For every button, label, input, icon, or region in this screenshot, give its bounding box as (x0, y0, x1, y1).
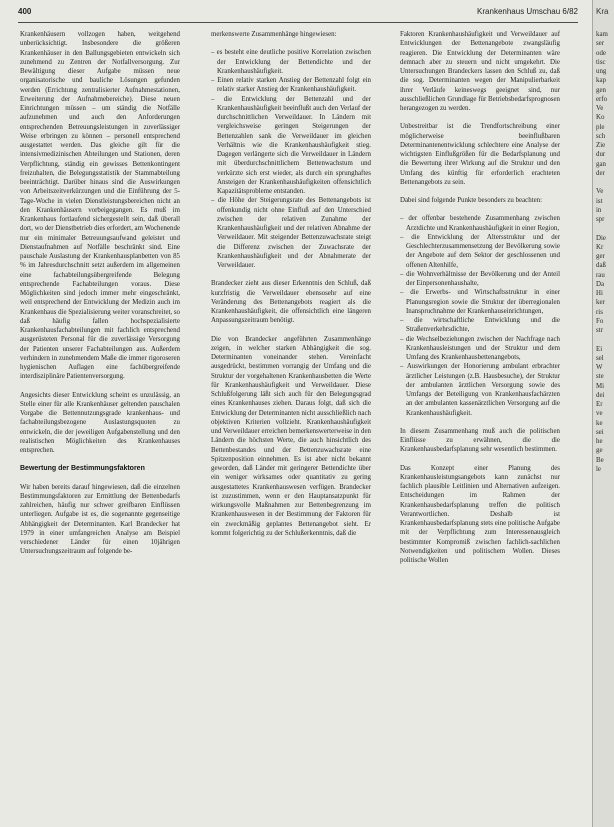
next-page-edge (592, 0, 614, 827)
next-page-text-fragments (596, 30, 608, 474)
edge-line-fragment: spr (596, 216, 605, 223)
edge-line-fragment: Ei (596, 345, 603, 353)
edge-line-fragment: ris (596, 308, 603, 316)
list-item: – Einen relativ starken Anstieg der Bettenzahl folgt ein relativ starker Anstieg der Krankenhaushäufigkeit. (211, 76, 371, 95)
edge-line-fragment: ist (596, 197, 603, 205)
edge-line-fragment: tisc (596, 58, 606, 66)
list-item: – die Entwicklung der Altersstruktur und der Geschlechterzusammensetzung der Bevölkerung sowie der Angebote auf dem Sektor der geschlossenen und offenen Altenhilfe, (400, 233, 560, 270)
edge-line-fragment: Er (596, 401, 603, 408)
edge-line-fragment: Mi (596, 382, 605, 390)
paragraph: Das Konzept einer Planung des Krankenhausleistungsangebots kann zunächst nur fachlich plausible Leitlinien und Alternativen aufzeigen. Entscheidungen im Rahmen der Krankenhausbedarfsplanung treffen die politisch Verantwortlichen. Deshalb ist Krankenhausbedarfsplanung stets eine politische Aufgabe mit der Verpflichtung zum Interessenausgleich bestimmter Kompromiß zwischen fachlich-sachlichen Notwendigkeiten und politischem Wollen. Dieses politische Wollen (400, 464, 560, 564)
list-item: – die wirtschaftliche Entwicklung und die Straßenverkehrsdichte, (400, 316, 560, 335)
list-item: – die Wechselbeziehungen zwischen der Nachfrage nach Krankenhausleistungen und der Struktur und dem Umfang des Krankenhausbettenangebots, (400, 335, 560, 363)
edge-line-fragment: rau (596, 271, 605, 279)
text-column-2 (211, 30, 371, 820)
list-item: – Auswirkungen der Honorierung ambulant erbrachter ärztlicher Leistungen (z.B. Hausbesuche), der Struktur der ambulanten ärztlichen Versorgung sowie des Umfangs der Beteiligung von Krankenhausfachärzten an der ambulanten kassenärztlichen Versorgung auf die Krankenhaushäufigkeit. (400, 362, 560, 418)
list-item: – die Entwicklung der Bettenzahl und der Krankenhaushäufigkeit beeinflußt auch den Verlauf der durchschnittlichen Verweildauer. In Ländern mit vergleichsweise geringen Steigerungen der Bettenzahlen sank die Verweildauer im gleichen Verhältnis wie die Krankenhaushäufigkeit stieg. Dagegen verlängerte sich die Verweildauer in Ländern mit überdurchschnittlichem Bettenwachstum und verkürzte sich erst wieder, als durch ein sprunghaftes Ansteigen der Krankenhaushäufigkeiten offensichtlich Kapazitätsprobleme entstanden. (211, 95, 371, 197)
edge-line-fragment: Ve (596, 188, 604, 196)
edge-line-fragment: Be (596, 456, 604, 464)
edge-line-fragment: ser (596, 40, 605, 48)
edge-line-fragment: gan (596, 160, 606, 168)
text-column-3 (400, 30, 560, 820)
edge-line-fragment: ste (596, 373, 604, 381)
edge-line-fragment: ge (596, 447, 603, 455)
text-column-1 (20, 30, 180, 820)
edge-line-fragment: sel (596, 354, 604, 362)
bullet-list (211, 48, 371, 270)
paragraph: In diesem Zusammenhang muß auch die politischen Einflüsse zu erwähnen, die die Krankenhausbedarfsplanung sehr wesentlich bestimmen. (400, 427, 560, 454)
edge-line-fragment (596, 224, 608, 233)
edge-line-fragment: dur (596, 151, 606, 159)
edge-line-fragment: ple (596, 123, 605, 131)
edge-line-fragment: Da (596, 280, 605, 288)
edge-line-fragment: daß (596, 262, 606, 270)
bullet-list (400, 214, 560, 418)
page-header (18, 6, 578, 23)
edge-line-fragment: sei (596, 428, 604, 436)
page-number: 400 (18, 7, 32, 16)
edge-line-fragment: kam (596, 31, 608, 38)
paragraph: Dabei sind folgende Punkte besonders zu beachten: (400, 197, 542, 204)
edge-line-fragment: ker (596, 299, 605, 307)
edge-line-fragment: ger (596, 253, 605, 260)
edge-line-fragment: erfo (596, 95, 608, 103)
paragraph: Krankenhäusern vollzogen haben, weitgehend unberücksichtigt. Insbesondere die größeren Krankenhäuser in den Ballungsgebieten entwickeln sich zunehmend zu Zentren der Notfallversorgung. Zur Bewältigung dieser Aufgabe müssen neue organisatorische und bauliche Lösungen gefunden werden (Errichtung zentralisierter Aufnahmestationen, Erweiterung der Aufnahmebereiche). Diese neuen Einrichtungen müssen – um ständig die Notfälle aufzunehmen und auch den Anforderungen entsprechenden Betreuungsleistungen in zuverlässiger Weise erbringen zu können – personell entsprechend ausgestattet werden. Das gleiche gilt für die intensivmedizinischen Abteilungen und Stationen, deren Verpflichtung, ständig ein gewisses Bettenkontingent freizuhalten, die Belegungsstatistik der Stammabteilung beeinträchtigt. Darüber hinaus sind die Auswirkungen von Arbeitszeitverkürzungen und die Einführung der 5-Tage-Woche in vielen Dienstleistungsbereichen nicht an den Krankenhäusern vorbeigegangen. Es muß im Krankenhaus fortlaufend sichergestellt sein, daß überall dort, wo der Dienstbetrieb dies erfordert, am Wochenende nur ein minimaler Betreuungsaufwand geleistet und Dienstaufnahmen auf Notfälle beschränkt sind. Eine pauschale Auslastung der Krankenhausplanbetten von 85 % im Jahresdurchschnitt setzt außerdem im allgemeinen eine fachabteilungsübergreifende Belegung entsprechende Fachabteilungen voraus. Diese Möglichkeiten sind jedoch immer mehr eingeschränkt, weil entsprechend der Entwicklung der Medizin auch im Krankenhaus die Spezialisierung weiter voranschreitet, so daß häufig fallen hochspezialisierte Krankenhausfachabteilungen mit fachlich entsprechend ausgerüsteten Personal für die zuverlässige Versorgung der Patienten unserer Fachabteilungen aus. Außerdem verhindern in zunehmendem Maße die immer rigoroseren hygienischen Auflagen eine fachübergreifende interdisziplinäre Patientenversorgung. (20, 31, 180, 381)
edge-line-fragment: der (596, 169, 605, 177)
paragraph: Brandecker zieht aus dieser Erkenntnis den Schluß, daß kurzfristig die Verweildauer ebensosehr auf eine Veränderung des Bettenangebots reagiert als die Krankenhaushäufigkeit, die offensichtlich eine längeren Anpassungszeitraum benötigt. (211, 280, 371, 325)
paragraph: merkenswerte Zusammenhänge hingewiesen: (211, 31, 337, 38)
edge-line-fragment: le (596, 465, 601, 473)
edge-line-fragment: Hi (596, 290, 603, 297)
edge-line-fragment: dei (596, 391, 605, 399)
edge-line-fragment: ve (596, 410, 603, 418)
next-page-header-fragment: Kra (596, 7, 609, 16)
edge-line-fragment: ode (596, 49, 606, 57)
edge-line-fragment: sch (596, 132, 606, 140)
list-item: – der offenbar bestehende Zusammenhang zwischen Arztdichte und Krankenhaushäufigkeit in einer Region, (400, 214, 560, 233)
edge-line-fragment: ke (596, 419, 603, 427)
list-item: – die Höhe der Steigerungsrate des Bettenangebots ist offenkundig nicht ohne Einfluß auf den Unterschied zwischen der relativen Zunahme der Krankenhaushäufigkeit und der relativen Abnahme der Verweildauer. Mit steigender Bettenzuwachsrate steigt die Differenz zwischen der Zuwachsrate der Krankenhaushäufigkeit und der Abnahmerate der Verweildauer. (211, 196, 371, 270)
section-heading: Bewertung der Bestimmungsfaktoren (20, 465, 145, 473)
edge-line-fragment: str (596, 327, 603, 334)
edge-line-fragment: W (596, 364, 603, 371)
edge-line-fragment: ung (596, 68, 607, 75)
paragraph: Die von Brandecker angeführten Zusammenhänge zeigen, in welcher starken Abhängigkeit die sog. Determinanten voneinander stehen. Vereinfacht ausgedrückt, bestimmen vorrangig der Umfang und die Struktur der vorgehaltenen Krankenhausbetten die Werte für Krankenhaushäufigkeit und Verweildauer. Diese Schlußfolgerung läßt sich auch für den Belegungsgrad eines Krankenhauses ziehen. Daraus folgt, daß sich die Entwicklung der Determinanten nicht ausschließlich nach objektiven Kriterien vollzieht. Krankenhaushäufigkeit und Verweildauer erreichen bemerkenswerterweise in den Ländern die höchsten Werte, die auch hinsichtlich des Bettenbestandes und der Bettenzuwachsrate eine Spitzenposition einnehmen. Es ist aber nicht bekannt geworden, daß Länder mit geringerer Bettendichte über ein weniger wirksames oder quantitativ zu gering ausgestattetes Krankenhauswesen verfügen. Brandecker ist zuzustimmen, wenn er den Hauptansatzpunkt für wirkungsvolle Maßnahmen zur Bettenbegrenzung im Krankenhauswesen in der Bestimmung der Faktoren für ein zweckmäßig geplantes Bettenangebot sieht. Er kommt folgerichtig zu der Schlußerkenntnis, daß die (211, 335, 371, 537)
list-item: – es besteht eine deutliche positive Korrelation zwischen der Entwicklung der Bettendichte und der Krankenhaushäufigkeit. (211, 48, 371, 76)
paragraph: Wir haben bereits darauf hingewiesen, daß die einzelnen Bestimmungsfaktoren zur Ermittlung der Bettenbedarfs zahlreichen, häufig nur schwer greifbaren Einflüssen unterliegen. Aufgabe ist es, die sogenannte gegenseitige Abhängigkeit der Determinanten. Karl Brandecker hat 1979 in einer umfangreichen Analyse am Beispiel verschiedener Länder für einen 10jährigen Untersuchungszeitraum auf folgende be- (20, 483, 180, 556)
list-item: – die Wohnverhältnisse der Bevölkerung und der Anteil der Einpersonenhaushalte, (400, 270, 560, 289)
edge-line-fragment: Fo (596, 317, 604, 325)
edge-line-fragment: in (596, 206, 602, 214)
edge-line-fragment: Zie (596, 142, 606, 149)
paragraph: Angesichts dieser Entwicklung scheint es unzulässig, an Stelle einer für alle Krankenhäuser geltenden pauschalen Vorgabe die Bettennutzungsgrade krankenhaus- und fachabteilungsbezogene Auslastungsquoten zu entwickeln, die der jeweiligen Aufgabenstellung und den realistischen Möglichkeiten des Krankenhauses entsprechen. (20, 391, 180, 454)
edge-line-fragment: kap (596, 77, 606, 85)
edge-line-fragment: gen (596, 86, 606, 94)
edge-line-fragment: Ve (596, 105, 604, 112)
paragraph: Unbestreitbar ist die Trendfortschreibung einer möglicherweise beeinflußbaren Determinantenentwicklung schlechtere eine Analyse der wichtigsten Einflußgrößen für die Bedarfsplanung und die Bewertung ihrer Wirkung auf die Struktur und den Umfang des künftig für erforderlich erachteten Bettenangebots zu sein. (400, 123, 560, 186)
list-item: – die Erwerbs- und Wirtschaftsstruktur in einer Planungsregion sowie die Struktur der überregionalen Inanspruchnahme der Krankenhauseinrichtungen, (400, 288, 560, 316)
edge-line-fragment: he (596, 438, 603, 445)
edge-line-fragment (596, 335, 608, 344)
edge-line-fragment: Die (596, 234, 606, 242)
paragraph: Faktoren Krankenhaushäufigkeit und Verweildauer auf Entwicklungen der Bettenangebote zwangsläufig reagieren. Die Entwicklung der Determinanten wäre demnach aber zu steuern und nicht umgekehrt. Die Untersuchungen Brandeckers lassen den Schluß zu, daß die sog. Determinanten wegen der Manipulierbarkeit ihrer Verläufe keineswegs geeignet sind, nur ausschließlichen Grundlage für Betriebsbedarfsprognosen herangezogen zu werden. (400, 31, 560, 112)
edge-line-fragment (596, 178, 608, 187)
edge-line-fragment: Ko (596, 114, 605, 122)
running-title: Krankenhaus Umschau 6/82 (477, 7, 578, 16)
edge-line-fragment: Kr (596, 243, 604, 251)
